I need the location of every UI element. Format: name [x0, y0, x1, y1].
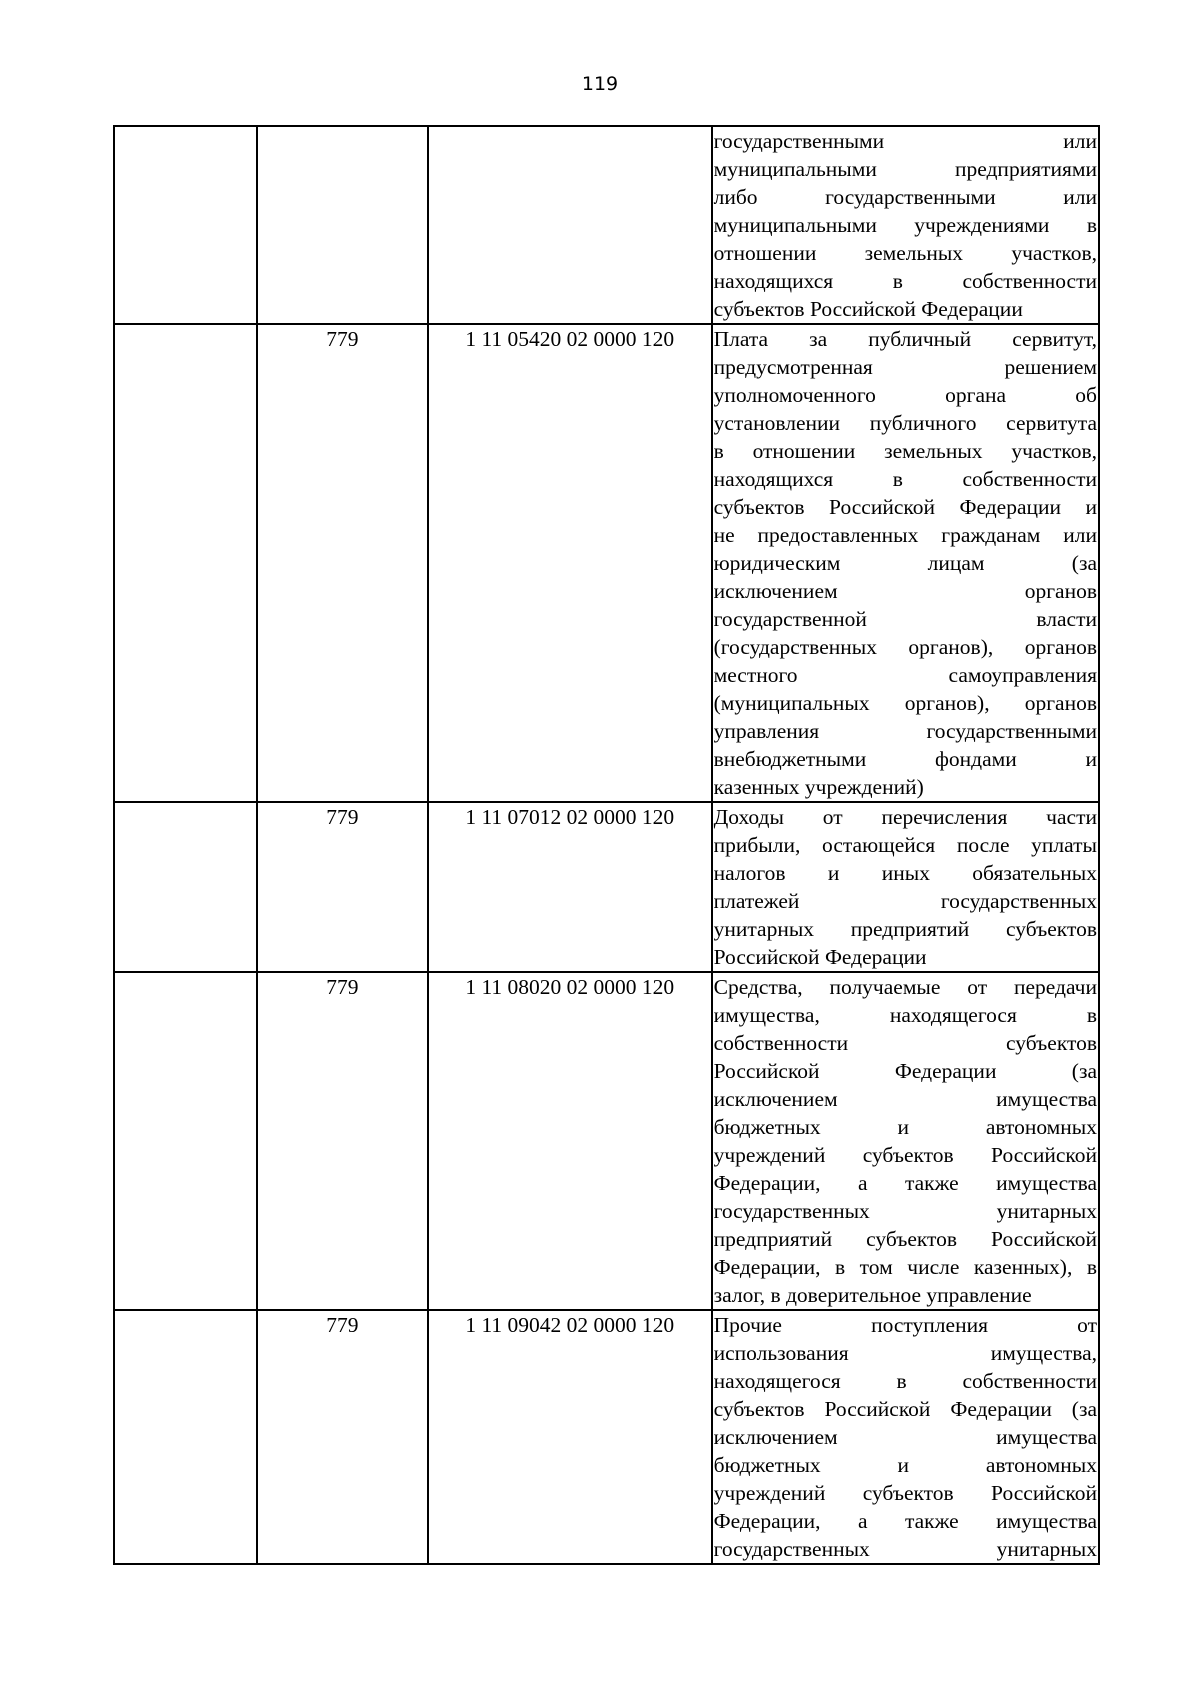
description-line: использования имущества, [713, 1341, 1097, 1365]
cell-admin-code: 779 [257, 324, 428, 802]
description-line: уполномоченного органа об [713, 383, 1097, 407]
description-line: субъектов Российской Федерации (за [713, 1397, 1097, 1421]
cell-admin-code [257, 126, 428, 324]
description-text [713, 973, 1098, 1309]
description-line: государственных унитарных [713, 1199, 1097, 1223]
description-line: в отношении земельных участков, [713, 439, 1097, 463]
table-row [114, 324, 1099, 802]
cell-revenue-code: 1 11 08020 02 0000 120 [428, 972, 712, 1310]
description-line: Прочие поступления от [713, 1313, 1097, 1337]
description-line: имущества, находящегося в [713, 1003, 1097, 1027]
cell-revenue-code: 1 11 05420 02 0000 120 [428, 324, 712, 802]
description-line: субъектов Российской Федерации и [713, 495, 1097, 519]
description-line: внебюджетными фондами и [713, 747, 1097, 771]
description-line: исключением имущества [713, 1087, 1097, 1111]
description-line: платежей государственных [713, 889, 1097, 913]
description-line: Федерации, а также имущества [713, 1509, 1097, 1533]
description-line: (государственных органов), органов [713, 635, 1097, 659]
description-line: отношении земельных участков, [713, 241, 1097, 265]
description-line: прибыли, остающейся после уплаты [713, 833, 1097, 857]
cell-empty [114, 972, 257, 1310]
description-line: государственными или [713, 129, 1097, 153]
description-line: государственной власти [713, 607, 1097, 631]
description-line: юридическим лицам (за [713, 551, 1097, 575]
description-text [713, 803, 1098, 971]
description-line: либо государственными или [713, 185, 1097, 209]
description-line: предусмотренная решением [713, 355, 1097, 379]
description-line: государственных унитарных [713, 1537, 1097, 1561]
description-line: муниципальными предприятиями [713, 157, 1097, 181]
cell-description [712, 1310, 1099, 1564]
description-line: залог, в доверительное управление [713, 1283, 1032, 1307]
description-line: предприятий субъектов Российской [713, 1227, 1097, 1251]
table-row [114, 126, 1099, 324]
cell-empty [114, 802, 257, 972]
description-line: Плата за публичный сервитут, [713, 327, 1097, 351]
cell-admin-code: 779 [257, 1310, 428, 1564]
description-line: субъектов Российской Федерации [713, 297, 1023, 321]
description-line: не предоставленных гражданам или [713, 523, 1097, 547]
cell-admin-code: 779 [257, 802, 428, 972]
description-line: бюджетных и автономных [713, 1115, 1097, 1139]
description-line: находящегося в собственности [713, 1369, 1097, 1393]
description-line: управления государственными [713, 719, 1097, 743]
description-line: муниципальными учреждениями в [713, 213, 1097, 237]
description-line: налогов и иных обязательных [713, 861, 1097, 885]
description-line: Доходы от перечисления части [713, 805, 1097, 829]
page-number: 119 [581, 73, 619, 95]
description-line: казенных учреждений) [713, 775, 924, 799]
cell-description [712, 126, 1099, 324]
cell-revenue-code: 1 11 07012 02 0000 120 [428, 802, 712, 972]
description-line: учреждений субъектов Российской [713, 1143, 1097, 1167]
cell-revenue-code: 1 11 09042 02 0000 120 [428, 1310, 712, 1564]
table-body [114, 126, 1099, 1564]
table-row [114, 972, 1099, 1310]
description-line: собственности субъектов [713, 1031, 1097, 1055]
description-line: бюджетных и автономных [713, 1453, 1097, 1477]
cell-description [712, 802, 1099, 972]
cell-empty [114, 126, 257, 324]
cell-admin-code: 779 [257, 972, 428, 1310]
description-line: установлении публичного сервитута [713, 411, 1097, 435]
description-line: Средства, получаемые от передачи [713, 975, 1097, 999]
description-text [713, 325, 1098, 801]
description-line: Российской Федерации (за [713, 1059, 1097, 1083]
cell-revenue-code [428, 126, 712, 324]
cell-description [712, 324, 1099, 802]
description-line: Федерации, в том числе казенных), в [713, 1255, 1097, 1279]
revenue-codes-table [113, 125, 1100, 1565]
cell-description [712, 972, 1099, 1310]
description-line: местного самоуправления [713, 663, 1097, 687]
table-row [114, 1310, 1099, 1564]
description-line: Федерации, а также имущества [713, 1171, 1097, 1195]
description-line: исключением имущества [713, 1425, 1097, 1449]
description-text [713, 1311, 1098, 1563]
description-text [713, 127, 1098, 323]
description-line: исключением органов [713, 579, 1097, 603]
description-line: находящихся в собственности [713, 467, 1097, 491]
description-line: (муниципальных органов), органов [713, 691, 1097, 715]
cell-empty [114, 1310, 257, 1564]
description-line: Российской Федерации [713, 945, 927, 969]
cell-empty [114, 324, 257, 802]
description-line: учреждений субъектов Российской [713, 1481, 1097, 1505]
table-row [114, 802, 1099, 972]
description-line: находящихся в собственности [713, 269, 1097, 293]
description-line: унитарных предприятий субъектов [713, 917, 1097, 941]
